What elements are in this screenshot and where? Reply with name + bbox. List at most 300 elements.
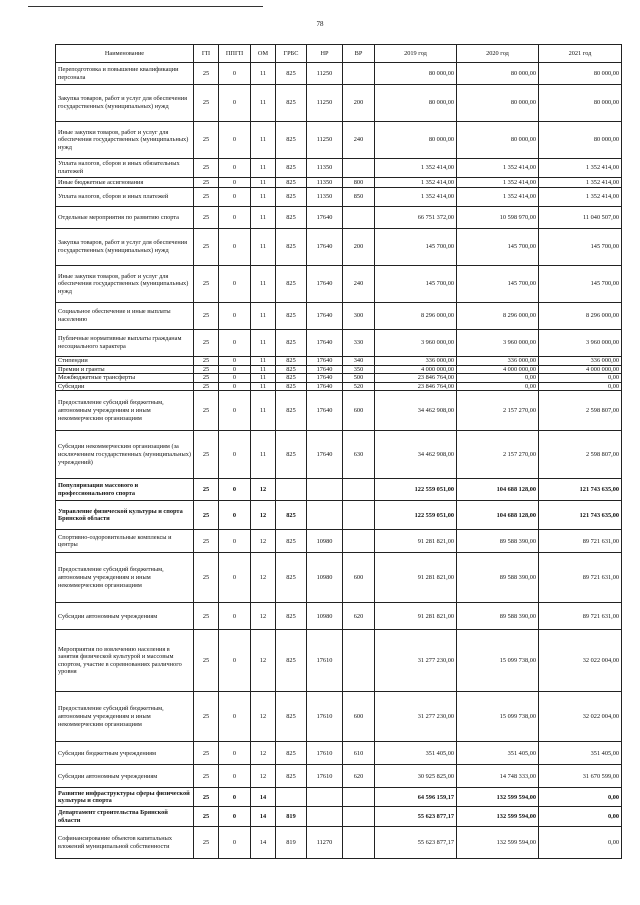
table-row <box>56 63 622 85</box>
row-ppgp-cell: 0 <box>219 807 251 827</box>
row-vr-cell: 850 <box>343 188 375 207</box>
row-2020-cell: 1 352 414,00 <box>457 159 539 178</box>
row-vr-cell: 630 <box>343 431 375 479</box>
row-2021-cell: 0,00 <box>539 374 622 383</box>
row-grbs-cell: 825 <box>276 692 307 742</box>
row-om-cell: 11 <box>251 63 276 85</box>
row-om-cell: 11 <box>251 85 276 122</box>
row-grbs-cell: 825 <box>276 530 307 553</box>
table-row <box>56 827 622 859</box>
row-name-cell: Субсидии автономным учреждениям <box>56 765 194 788</box>
row-ppgp-cell: 0 <box>219 63 251 85</box>
row-vr-cell: 620 <box>343 765 375 788</box>
row-name-cell: Уплата налогов, сборов и иных платежей <box>56 188 194 207</box>
row-2019-cell: 3 960 000,00 <box>375 330 457 357</box>
row-2020-cell: 104 688 128,00 <box>457 479 539 501</box>
row-vr-cell <box>343 788 375 807</box>
row-gp-cell: 25 <box>194 188 219 207</box>
row-2019-cell: 23 846 764,00 <box>375 382 457 391</box>
col-header-grbs: ГРБС <box>276 45 307 63</box>
row-om-cell: 11 <box>251 122 276 159</box>
table-row <box>56 807 622 827</box>
row-2021-cell: 89 721 631,00 <box>539 553 622 603</box>
row-name-cell: Иные бюджетные ассигнования <box>56 178 194 188</box>
row-2019-cell: 34 462 908,00 <box>375 391 457 431</box>
row-ppgp-cell: 0 <box>219 530 251 553</box>
row-gp-cell: 25 <box>194 391 219 431</box>
row-ppgp-cell: 0 <box>219 365 251 374</box>
row-ppgp-cell: 0 <box>219 501 251 530</box>
row-gp-cell: 25 <box>194 303 219 330</box>
table-row <box>56 229 622 266</box>
row-nr-cell: 17610 <box>307 742 343 765</box>
row-name-cell: Закупка товаров, работ и услуг для обеспечения государственных (муниципальных) нужд <box>56 85 194 122</box>
row-2020-cell: 132 599 594,00 <box>457 788 539 807</box>
row-ppgp-cell: 0 <box>219 553 251 603</box>
row-nr-cell: 10980 <box>307 530 343 553</box>
table-row <box>56 788 622 807</box>
row-2021-cell: 80 000,00 <box>539 63 622 85</box>
row-gp-cell: 25 <box>194 159 219 178</box>
row-2021-cell: 89 721 631,00 <box>539 603 622 630</box>
row-gp-cell: 25 <box>194 229 219 266</box>
row-nr-cell: 17640 <box>307 382 343 391</box>
col-header-2020: 2020 год <box>457 45 539 63</box>
row-vr-cell: 350 <box>343 365 375 374</box>
row-2019-cell: 31 277 230,00 <box>375 630 457 692</box>
row-name-cell: Иные закупки товаров, работ и услуг для обеспечения государственных (муниципальных) нужд <box>56 266 194 303</box>
row-2020-cell: 1 352 414,00 <box>457 188 539 207</box>
row-2019-cell: 80 000,00 <box>375 85 457 122</box>
budget-table <box>55 44 622 859</box>
row-vr-cell: 600 <box>343 553 375 603</box>
row-grbs-cell: 825 <box>276 765 307 788</box>
row-2021-cell: 32 022 004,00 <box>539 630 622 692</box>
row-2021-cell: 0,00 <box>539 827 622 859</box>
row-ppgp-cell: 0 <box>219 330 251 357</box>
row-grbs-cell: 825 <box>276 382 307 391</box>
row-ppgp-cell: 0 <box>219 382 251 391</box>
row-ppgp-cell: 0 <box>219 391 251 431</box>
row-name-cell: Софинансирование объектов капитальных вложений муниципальной собственности <box>56 827 194 859</box>
row-2019-cell: 122 559 051,00 <box>375 479 457 501</box>
col-header-2019: 2019 год <box>375 45 457 63</box>
row-om-cell: 14 <box>251 788 276 807</box>
row-grbs-cell: 825 <box>276 630 307 692</box>
row-2020-cell: 89 588 390,00 <box>457 530 539 553</box>
row-2019-cell: 8 296 000,00 <box>375 303 457 330</box>
row-2021-cell: 89 721 631,00 <box>539 530 622 553</box>
row-nr-cell: 17640 <box>307 330 343 357</box>
row-vr-cell <box>343 827 375 859</box>
row-2019-cell: 34 462 908,00 <box>375 431 457 479</box>
row-2021-cell: 1 352 414,00 <box>539 159 622 178</box>
table-row <box>56 178 622 188</box>
row-om-cell: 14 <box>251 827 276 859</box>
row-name-cell: Предоставление субсидий бюджетным, автономным учреждениям и иным некоммерческим организациям <box>56 692 194 742</box>
row-ppgp-cell: 0 <box>219 765 251 788</box>
row-2020-cell: 80 000,00 <box>457 63 539 85</box>
row-nr-cell: 17640 <box>307 266 343 303</box>
row-om-cell: 12 <box>251 742 276 765</box>
table-row <box>56 692 622 742</box>
row-ppgp-cell: 0 <box>219 85 251 122</box>
row-nr-cell: 17610 <box>307 692 343 742</box>
col-header-vr: ВР <box>343 45 375 63</box>
table-row <box>56 603 622 630</box>
row-2019-cell: 145 700,00 <box>375 229 457 266</box>
row-2021-cell: 4 000 000,00 <box>539 365 622 374</box>
row-gp-cell: 25 <box>194 553 219 603</box>
row-ppgp-cell: 0 <box>219 266 251 303</box>
row-grbs-cell: 825 <box>276 742 307 765</box>
row-name-cell: Управление физической культуры и спорта Брянской области <box>56 501 194 530</box>
row-gp-cell: 25 <box>194 827 219 859</box>
row-om-cell: 11 <box>251 178 276 188</box>
row-2020-cell: 89 588 390,00 <box>457 603 539 630</box>
table-row <box>56 530 622 553</box>
row-nr-cell: 10980 <box>307 553 343 603</box>
row-grbs-cell: 825 <box>276 266 307 303</box>
row-grbs-cell: 825 <box>276 365 307 374</box>
table-row <box>56 479 622 501</box>
row-gp-cell: 25 <box>194 692 219 742</box>
table-row <box>56 357 622 366</box>
table-row <box>56 365 622 374</box>
row-ppgp-cell: 0 <box>219 479 251 501</box>
row-nr-cell: 11250 <box>307 122 343 159</box>
row-2019-cell: 91 281 821,00 <box>375 530 457 553</box>
row-nr-cell <box>307 479 343 501</box>
row-gp-cell: 25 <box>194 603 219 630</box>
table-row <box>56 374 622 383</box>
row-gp-cell: 25 <box>194 365 219 374</box>
row-gp-cell: 25 <box>194 178 219 188</box>
row-2021-cell: 351 405,00 <box>539 742 622 765</box>
row-ppgp-cell: 0 <box>219 827 251 859</box>
row-ppgp-cell: 0 <box>219 357 251 366</box>
row-2020-cell: 80 000,00 <box>457 122 539 159</box>
row-vr-cell <box>343 630 375 692</box>
row-2019-cell: 64 596 159,17 <box>375 788 457 807</box>
row-2020-cell: 14 748 333,00 <box>457 765 539 788</box>
row-ppgp-cell: 0 <box>219 188 251 207</box>
row-om-cell: 11 <box>251 374 276 383</box>
table-row <box>56 207 622 229</box>
row-grbs-cell: 825 <box>276 178 307 188</box>
row-2020-cell: 132 599 594,00 <box>457 807 539 827</box>
row-2021-cell: 11 040 507,00 <box>539 207 622 229</box>
row-nr-cell: 17640 <box>307 365 343 374</box>
row-2019-cell: 4 000 000,00 <box>375 365 457 374</box>
row-grbs-cell: 825 <box>276 391 307 431</box>
row-grbs-cell <box>276 479 307 501</box>
row-name-cell: Популяризация массового и профессионального спорта <box>56 479 194 501</box>
row-gp-cell: 25 <box>194 765 219 788</box>
row-name-cell: Социальное обеспечение и иные выплаты населению <box>56 303 194 330</box>
row-grbs-cell: 825 <box>276 374 307 383</box>
row-vr-cell: 800 <box>343 178 375 188</box>
row-grbs-cell: 825 <box>276 431 307 479</box>
table-row <box>56 330 622 357</box>
row-name-cell: Спортивно-оздоровительные комплексы и центры <box>56 530 194 553</box>
header-row <box>56 45 622 63</box>
row-om-cell: 12 <box>251 692 276 742</box>
row-name-cell: Предоставление субсидий бюджетным, автономным учреждениям и иным некоммерческим организациям <box>56 553 194 603</box>
row-2021-cell: 3 960 000,00 <box>539 330 622 357</box>
row-grbs-cell: 825 <box>276 207 307 229</box>
row-ppgp-cell: 0 <box>219 229 251 266</box>
row-nr-cell: 11250 <box>307 63 343 85</box>
row-2019-cell: 23 846 764,00 <box>375 374 457 383</box>
row-ppgp-cell: 0 <box>219 178 251 188</box>
table-row <box>56 85 622 122</box>
row-2019-cell: 80 000,00 <box>375 63 457 85</box>
row-2020-cell: 0,00 <box>457 382 539 391</box>
table-row <box>56 431 622 479</box>
row-2020-cell: 89 588 390,00 <box>457 553 539 603</box>
row-ppgp-cell: 0 <box>219 630 251 692</box>
table-row <box>56 382 622 391</box>
row-2019-cell: 31 277 230,00 <box>375 692 457 742</box>
row-vr-cell <box>343 530 375 553</box>
row-2020-cell: 80 000,00 <box>457 85 539 122</box>
row-name-cell: Субсидии бюджетным учреждениям <box>56 742 194 765</box>
row-grbs-cell: 819 <box>276 827 307 859</box>
row-vr-cell: 600 <box>343 391 375 431</box>
row-vr-cell: 240 <box>343 122 375 159</box>
row-om-cell: 11 <box>251 207 276 229</box>
table-row <box>56 630 622 692</box>
row-gp-cell: 25 <box>194 530 219 553</box>
row-2021-cell: 121 743 635,00 <box>539 501 622 530</box>
row-om-cell: 11 <box>251 431 276 479</box>
row-2021-cell: 2 598 807,00 <box>539 431 622 479</box>
row-vr-cell <box>343 207 375 229</box>
row-nr-cell: 10980 <box>307 603 343 630</box>
row-2019-cell: 1 352 414,00 <box>375 178 457 188</box>
row-nr-cell: 17640 <box>307 357 343 366</box>
row-2020-cell: 336 000,00 <box>457 357 539 366</box>
row-name-cell: Уплата налогов, сборов и иных обязательных платежей <box>56 159 194 178</box>
row-vr-cell <box>343 807 375 827</box>
row-om-cell: 12 <box>251 479 276 501</box>
row-2021-cell: 8 296 000,00 <box>539 303 622 330</box>
row-nr-cell: 17640 <box>307 431 343 479</box>
row-gp-cell: 25 <box>194 122 219 159</box>
row-name-cell: Закупка товаров, работ и услуг для обеспечения государственных (муниципальных) нужд <box>56 229 194 266</box>
row-ppgp-cell: 0 <box>219 159 251 178</box>
row-2021-cell: 121 743 635,00 <box>539 479 622 501</box>
table-row <box>56 742 622 765</box>
row-gp-cell: 25 <box>194 85 219 122</box>
row-2019-cell: 336 000,00 <box>375 357 457 366</box>
row-ppgp-cell: 0 <box>219 207 251 229</box>
row-gp-cell: 25 <box>194 431 219 479</box>
row-name-cell: Публичные нормативные выплаты гражданам несоциального характера <box>56 330 194 357</box>
row-grbs-cell <box>276 788 307 807</box>
row-2019-cell: 55 623 877,17 <box>375 807 457 827</box>
row-name-cell: Департамент строительства Брянской области <box>56 807 194 827</box>
row-vr-cell: 620 <box>343 603 375 630</box>
row-2021-cell: 145 700,00 <box>539 266 622 303</box>
row-2020-cell: 1 352 414,00 <box>457 178 539 188</box>
row-nr-cell: 11350 <box>307 178 343 188</box>
row-grbs-cell: 825 <box>276 501 307 530</box>
page-number: 78 <box>316 20 324 28</box>
row-2020-cell: 351 405,00 <box>457 742 539 765</box>
row-om-cell: 11 <box>251 357 276 366</box>
col-header-gp: ГП <box>194 45 219 63</box>
table-row <box>56 391 622 431</box>
row-2021-cell: 80 000,00 <box>539 122 622 159</box>
row-om-cell: 12 <box>251 530 276 553</box>
table-row <box>56 501 622 530</box>
row-grbs-cell: 825 <box>276 229 307 266</box>
row-om-cell: 11 <box>251 382 276 391</box>
row-2020-cell: 2 157 270,00 <box>457 391 539 431</box>
row-om-cell: 11 <box>251 188 276 207</box>
row-om-cell: 12 <box>251 603 276 630</box>
row-om-cell: 11 <box>251 303 276 330</box>
row-name-cell: Переподготовка и повышение квалификации персонала <box>56 63 194 85</box>
row-ppgp-cell: 0 <box>219 603 251 630</box>
row-2021-cell: 0,00 <box>539 382 622 391</box>
table-row <box>56 303 622 330</box>
row-2020-cell: 145 700,00 <box>457 266 539 303</box>
row-2020-cell: 15 099 738,00 <box>457 630 539 692</box>
table-row <box>56 266 622 303</box>
table-row <box>56 765 622 788</box>
row-2019-cell: 145 700,00 <box>375 266 457 303</box>
row-gp-cell: 25 <box>194 479 219 501</box>
table-row <box>56 553 622 603</box>
row-gp-cell: 25 <box>194 357 219 366</box>
row-grbs-cell: 825 <box>276 603 307 630</box>
row-grbs-cell: 825 <box>276 63 307 85</box>
row-vr-cell: 340 <box>343 357 375 366</box>
row-2019-cell: 1 352 414,00 <box>375 188 457 207</box>
col-header-nr: НР <box>307 45 343 63</box>
row-vr-cell <box>343 501 375 530</box>
row-grbs-cell: 825 <box>276 303 307 330</box>
row-gp-cell: 25 <box>194 807 219 827</box>
row-2021-cell: 1 352 414,00 <box>539 188 622 207</box>
row-grbs-cell: 825 <box>276 122 307 159</box>
table-row <box>56 122 622 159</box>
row-nr-cell: 17640 <box>307 391 343 431</box>
row-2019-cell: 66 751 372,00 <box>375 207 457 229</box>
row-gp-cell: 25 <box>194 330 219 357</box>
row-ppgp-cell: 0 <box>219 374 251 383</box>
row-2019-cell: 30 925 825,00 <box>375 765 457 788</box>
row-2020-cell: 4 000 000,00 <box>457 365 539 374</box>
row-gp-cell: 25 <box>194 374 219 383</box>
row-vr-cell: 300 <box>343 303 375 330</box>
row-vr-cell: 500 <box>343 374 375 383</box>
row-nr-cell <box>307 807 343 827</box>
row-nr-cell: 17610 <box>307 765 343 788</box>
row-grbs-cell: 825 <box>276 357 307 366</box>
row-om-cell: 11 <box>251 330 276 357</box>
row-2021-cell: 80 000,00 <box>539 85 622 122</box>
row-name-cell: Стипендии <box>56 357 194 366</box>
row-nr-cell: 17640 <box>307 303 343 330</box>
row-2019-cell: 55 623 877,17 <box>375 827 457 859</box>
row-name-cell: Иные закупки товаров, работ и услуг для обеспечения государственных (муниципальных) нужд <box>56 122 194 159</box>
row-ppgp-cell: 0 <box>219 303 251 330</box>
row-2020-cell: 145 700,00 <box>457 229 539 266</box>
row-2021-cell: 32 022 004,00 <box>539 692 622 742</box>
row-om-cell: 12 <box>251 553 276 603</box>
row-name-cell: Отдельные мероприятия по развитию спорта <box>56 207 194 229</box>
row-2019-cell: 91 281 821,00 <box>375 603 457 630</box>
row-nr-cell <box>307 788 343 807</box>
row-2020-cell: 15 099 738,00 <box>457 692 539 742</box>
row-nr-cell: 17640 <box>307 374 343 383</box>
row-nr-cell: 11270 <box>307 827 343 859</box>
row-2020-cell: 132 599 594,00 <box>457 827 539 859</box>
row-grbs-cell: 825 <box>276 188 307 207</box>
row-om-cell: 11 <box>251 365 276 374</box>
row-gp-cell: 25 <box>194 742 219 765</box>
row-2019-cell: 122 559 051,00 <box>375 501 457 530</box>
row-ppgp-cell: 0 <box>219 122 251 159</box>
row-nr-cell: 17640 <box>307 229 343 266</box>
row-gp-cell: 25 <box>194 266 219 303</box>
row-grbs-cell: 825 <box>276 85 307 122</box>
row-name-cell: Развитие инфраструктуры сферы физической культуры и спорта <box>56 788 194 807</box>
row-nr-cell: 17640 <box>307 207 343 229</box>
row-2020-cell: 0,00 <box>457 374 539 383</box>
row-2020-cell: 3 960 000,00 <box>457 330 539 357</box>
row-ppgp-cell: 0 <box>219 788 251 807</box>
row-vr-cell: 200 <box>343 229 375 266</box>
table-row <box>56 159 622 178</box>
row-2019-cell: 91 281 821,00 <box>375 553 457 603</box>
row-vr-cell <box>343 159 375 178</box>
col-header-2021: 2021 год <box>539 45 622 63</box>
row-vr-cell: 610 <box>343 742 375 765</box>
table-row <box>56 188 622 207</box>
row-nr-cell <box>307 501 343 530</box>
row-gp-cell: 25 <box>194 788 219 807</box>
row-om-cell: 11 <box>251 266 276 303</box>
row-2020-cell: 2 157 270,00 <box>457 431 539 479</box>
row-2021-cell: 336 000,00 <box>539 357 622 366</box>
row-2020-cell: 104 688 128,00 <box>457 501 539 530</box>
col-header-om: ОМ <box>251 45 276 63</box>
row-2020-cell: 8 296 000,00 <box>457 303 539 330</box>
row-vr-cell: 520 <box>343 382 375 391</box>
row-gp-cell: 25 <box>194 207 219 229</box>
row-ppgp-cell: 0 <box>219 431 251 479</box>
row-om-cell: 12 <box>251 765 276 788</box>
row-gp-cell: 25 <box>194 382 219 391</box>
row-nr-cell: 17610 <box>307 630 343 692</box>
row-vr-cell: 240 <box>343 266 375 303</box>
row-ppgp-cell: 0 <box>219 692 251 742</box>
row-2021-cell: 31 670 599,00 <box>539 765 622 788</box>
row-name-cell: Субсидии <box>56 382 194 391</box>
row-nr-cell: 11350 <box>307 188 343 207</box>
row-om-cell: 14 <box>251 807 276 827</box>
row-om-cell: 11 <box>251 391 276 431</box>
row-vr-cell: 200 <box>343 85 375 122</box>
row-gp-cell: 25 <box>194 63 219 85</box>
row-2020-cell: 10 598 970,00 <box>457 207 539 229</box>
row-grbs-cell: 825 <box>276 330 307 357</box>
